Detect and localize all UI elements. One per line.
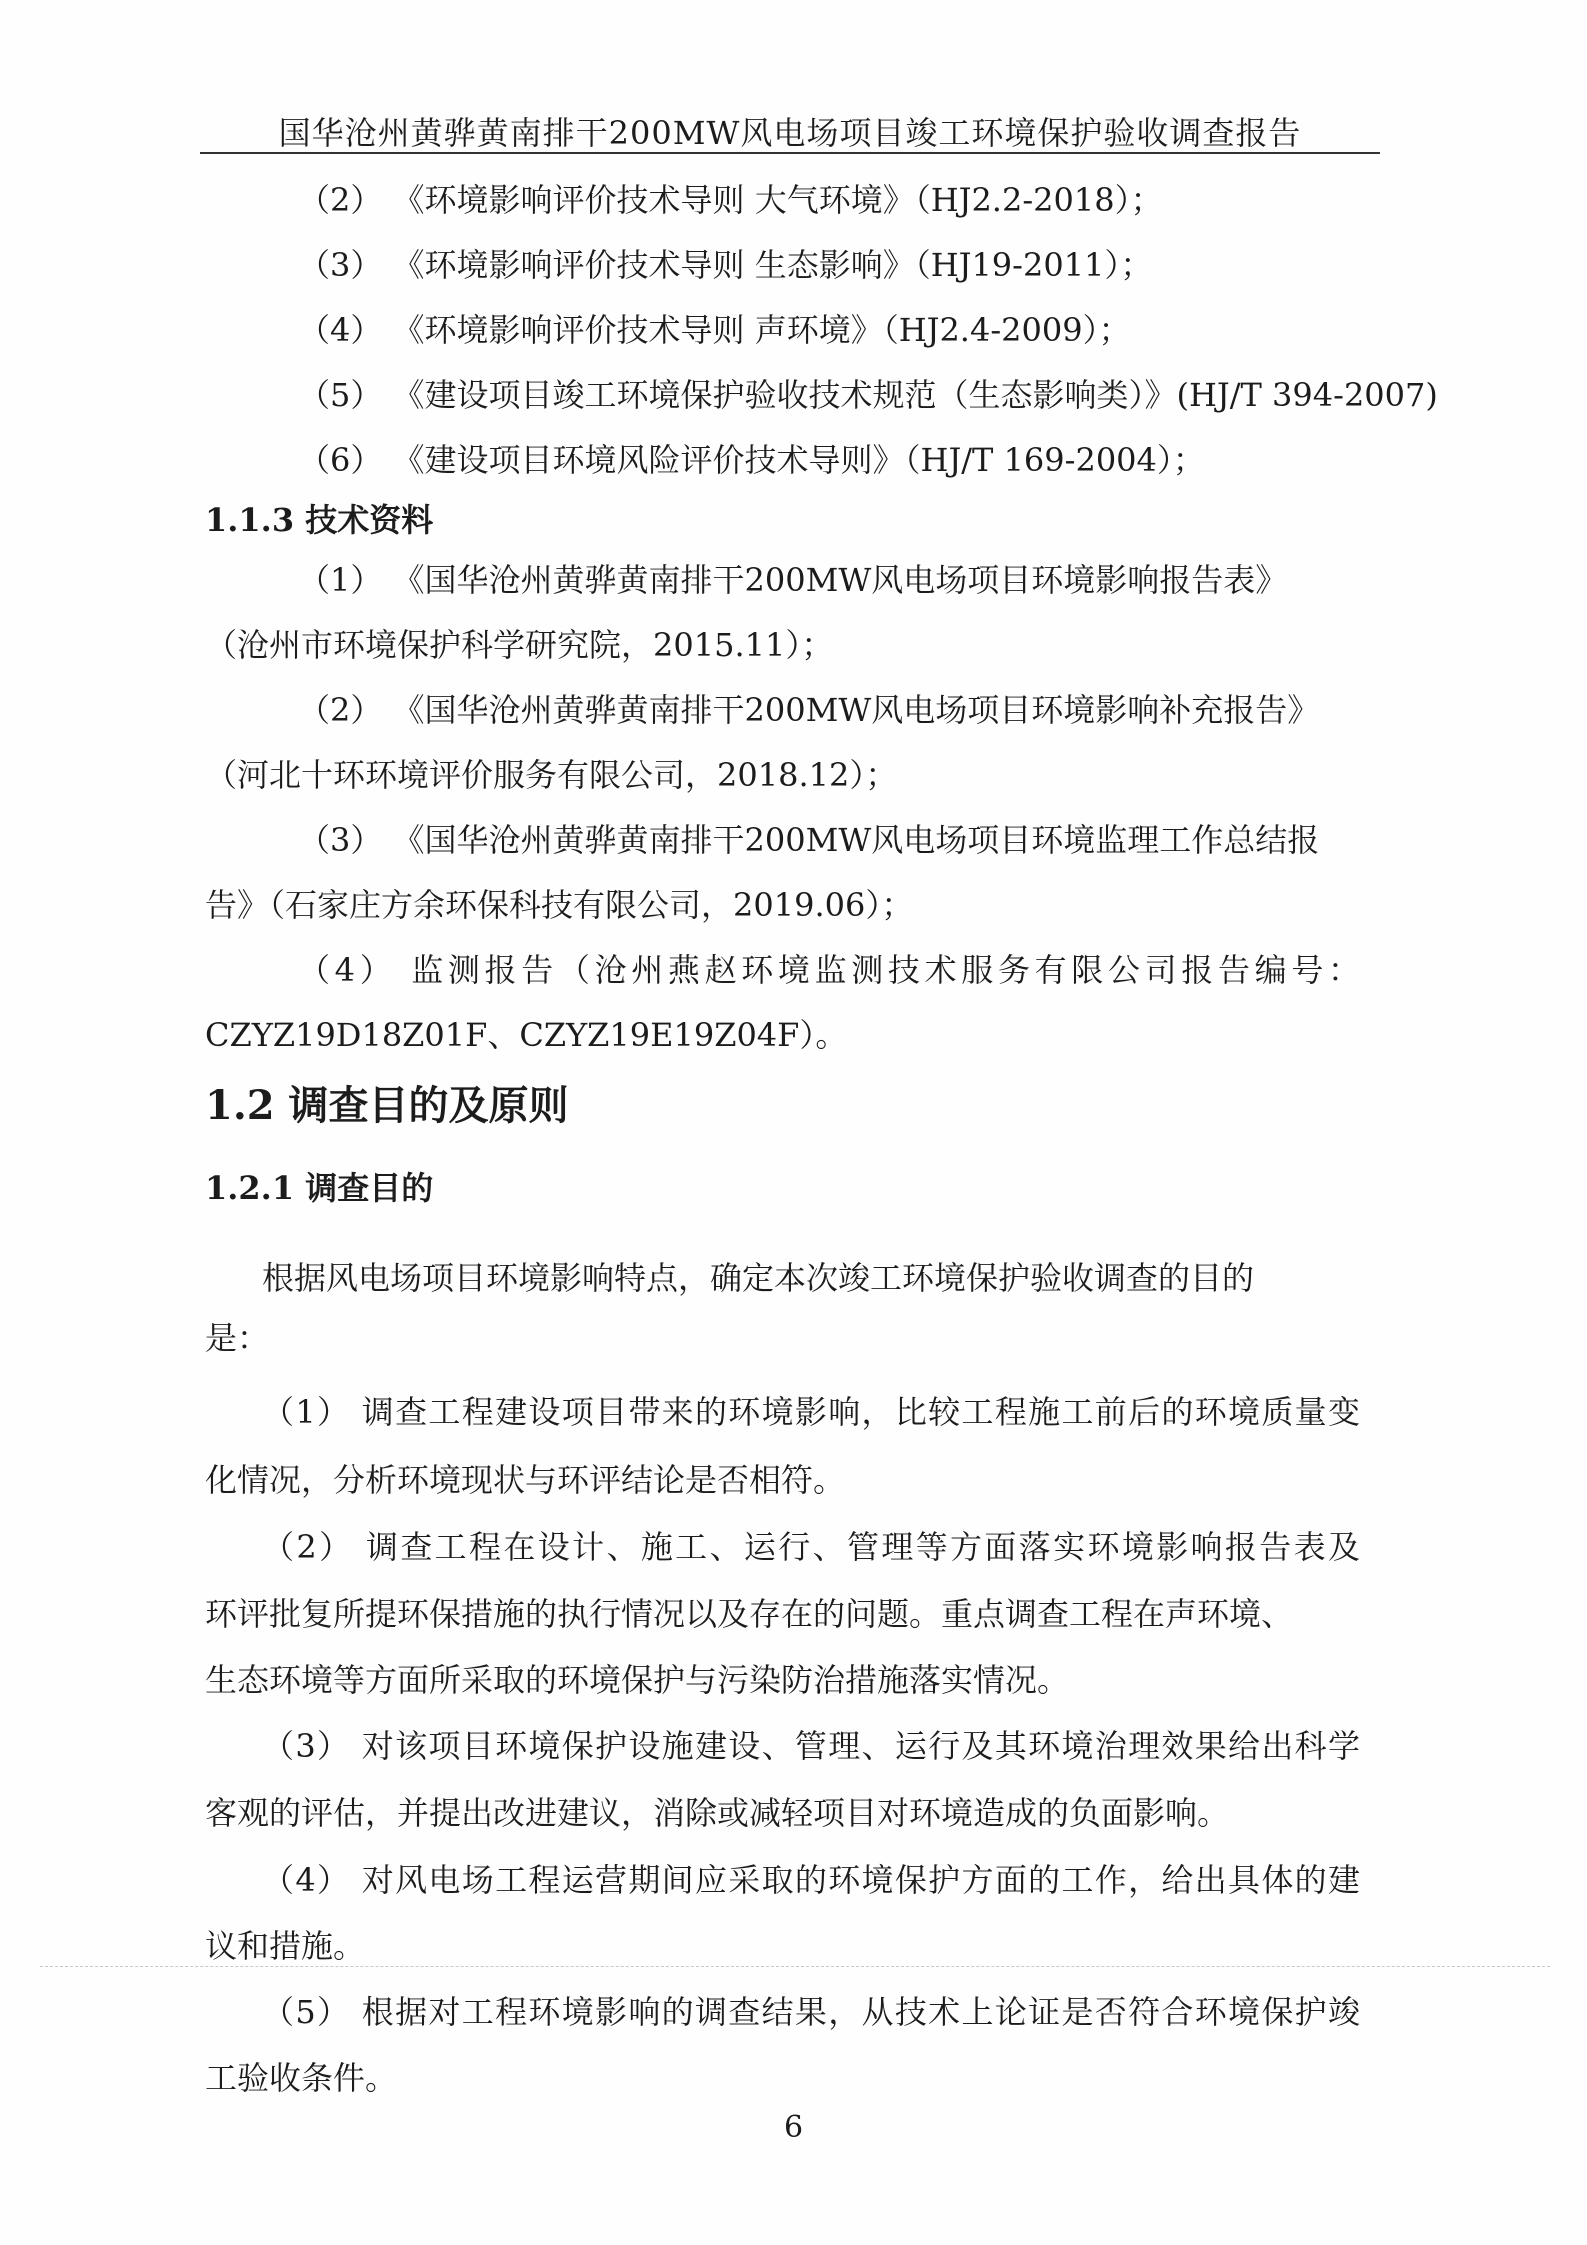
tech-doc-1-line2: （沧州市环境保护科学研究院，2015.11）； bbox=[205, 626, 834, 664]
tech-doc-3-line1: （3） 《国华沧州黄骅黄南排干200MW风电场项目环境监理工作总结报 bbox=[298, 821, 1320, 859]
scan-artifact-line bbox=[40, 1966, 1550, 1967]
reference-6: （6） 《建设项目环境风险评价技术导则》（HJ/T 169-2004）； bbox=[298, 441, 1205, 479]
purpose-item-1-line1: （1） 调查工程建设项目带来的环境影响，比较工程施工前后的环境质量变 bbox=[262, 1393, 1360, 1431]
tech-doc-2-line2: （河北十环环境评价服务有限公司，2018.12）； bbox=[205, 756, 898, 794]
purpose-intro-line1: 根据风电场项目环境影响特点，确定本次竣工环境保护验收调查的目的 bbox=[262, 1259, 1255, 1297]
purpose-item-4-line2: 议和措施。 bbox=[205, 1927, 366, 1965]
section-heading-1-1-3: 1.1.3 技术资料 bbox=[205, 501, 434, 539]
tech-doc-4-line1: （4） 监测报告（沧州燕赵环境监测技术服务有限公司报告编号： bbox=[298, 951, 1360, 989]
purpose-item-5-line2: 工验收条件。 bbox=[205, 2059, 398, 2097]
purpose-intro-line2: 是： bbox=[205, 1319, 270, 1357]
reference-5: （5） 《建设项目竣工环境保护验收技术规范（生态影响类）》(HJ/T 394-2007) bbox=[298, 376, 1438, 414]
purpose-item-2-line1: （2） 调查工程在设计、施工、运行、管理等方面落实环境影响报告表及 bbox=[262, 1528, 1360, 1566]
purpose-item-3-line2: 客观的评估，并提出改进建议，消除或减轻项目对环境造成的负面影响。 bbox=[205, 1794, 1230, 1832]
tech-doc-1-line1: （1） 《国华沧州黄骅黄南排干200MW风电场项目环境影响报告表》 bbox=[298, 561, 1288, 599]
page-header-title: 国华沧州黄骅黄南排干200MW风电场项目竣工环境保护验收调查报告 bbox=[278, 114, 1302, 152]
section-heading-1-2: 1.2 调查目的及原则 bbox=[205, 1082, 569, 1129]
reference-2: （2） 《环境影响评价技术导则 大气环境》（HJ2.2-2018）； bbox=[298, 181, 1163, 219]
page-number: 6 bbox=[783, 2110, 804, 2145]
tech-doc-4-line2: CZYZ19D18Z01F、CZYZ19E19Z04F）。 bbox=[205, 1016, 848, 1054]
reference-3: （3） 《环境影响评价技术导则 生态影响》（HJ19-2011）； bbox=[298, 246, 1153, 284]
purpose-item-3-line1: （3） 对该项目环境保护设施建设、管理、运行及其环境治理效果给出科学 bbox=[262, 1727, 1360, 1765]
section-heading-1-2-1: 1.2.1 调查目的 bbox=[205, 1169, 434, 1207]
tech-doc-3-line2: 告》（石家庄方余环保科技有限公司，2019.06）； bbox=[205, 886, 914, 924]
purpose-item-2-line3: 生态环境等方面所采取的环境保护与污染防治措施落实情况。 bbox=[205, 1661, 1070, 1699]
reference-4: （4） 《环境影响评价技术导则 声环境》（HJ2.4-2009）； bbox=[298, 311, 1131, 349]
purpose-item-2-line2: 环评批复所提环保措施的执行情况以及存在的问题。重点调查工程在声环境、 bbox=[205, 1595, 1294, 1633]
purpose-item-5-line1: （5） 根据对工程环境影响的调查结果，从技术上论证是否符合环境保护竣 bbox=[262, 1993, 1360, 2031]
purpose-item-1-line2: 化情况，分析环境现状与环评结论是否相符。 bbox=[205, 1461, 846, 1499]
purpose-item-4-line1: （4） 对风电场工程运营期间应采取的环境保护方面的工作，给出具体的建 bbox=[262, 1861, 1360, 1899]
header-rule bbox=[200, 152, 1380, 154]
tech-doc-2-line1: （2） 《国华沧州黄骅黄南排干200MW风电场项目环境影响补充报告》 bbox=[298, 691, 1320, 729]
